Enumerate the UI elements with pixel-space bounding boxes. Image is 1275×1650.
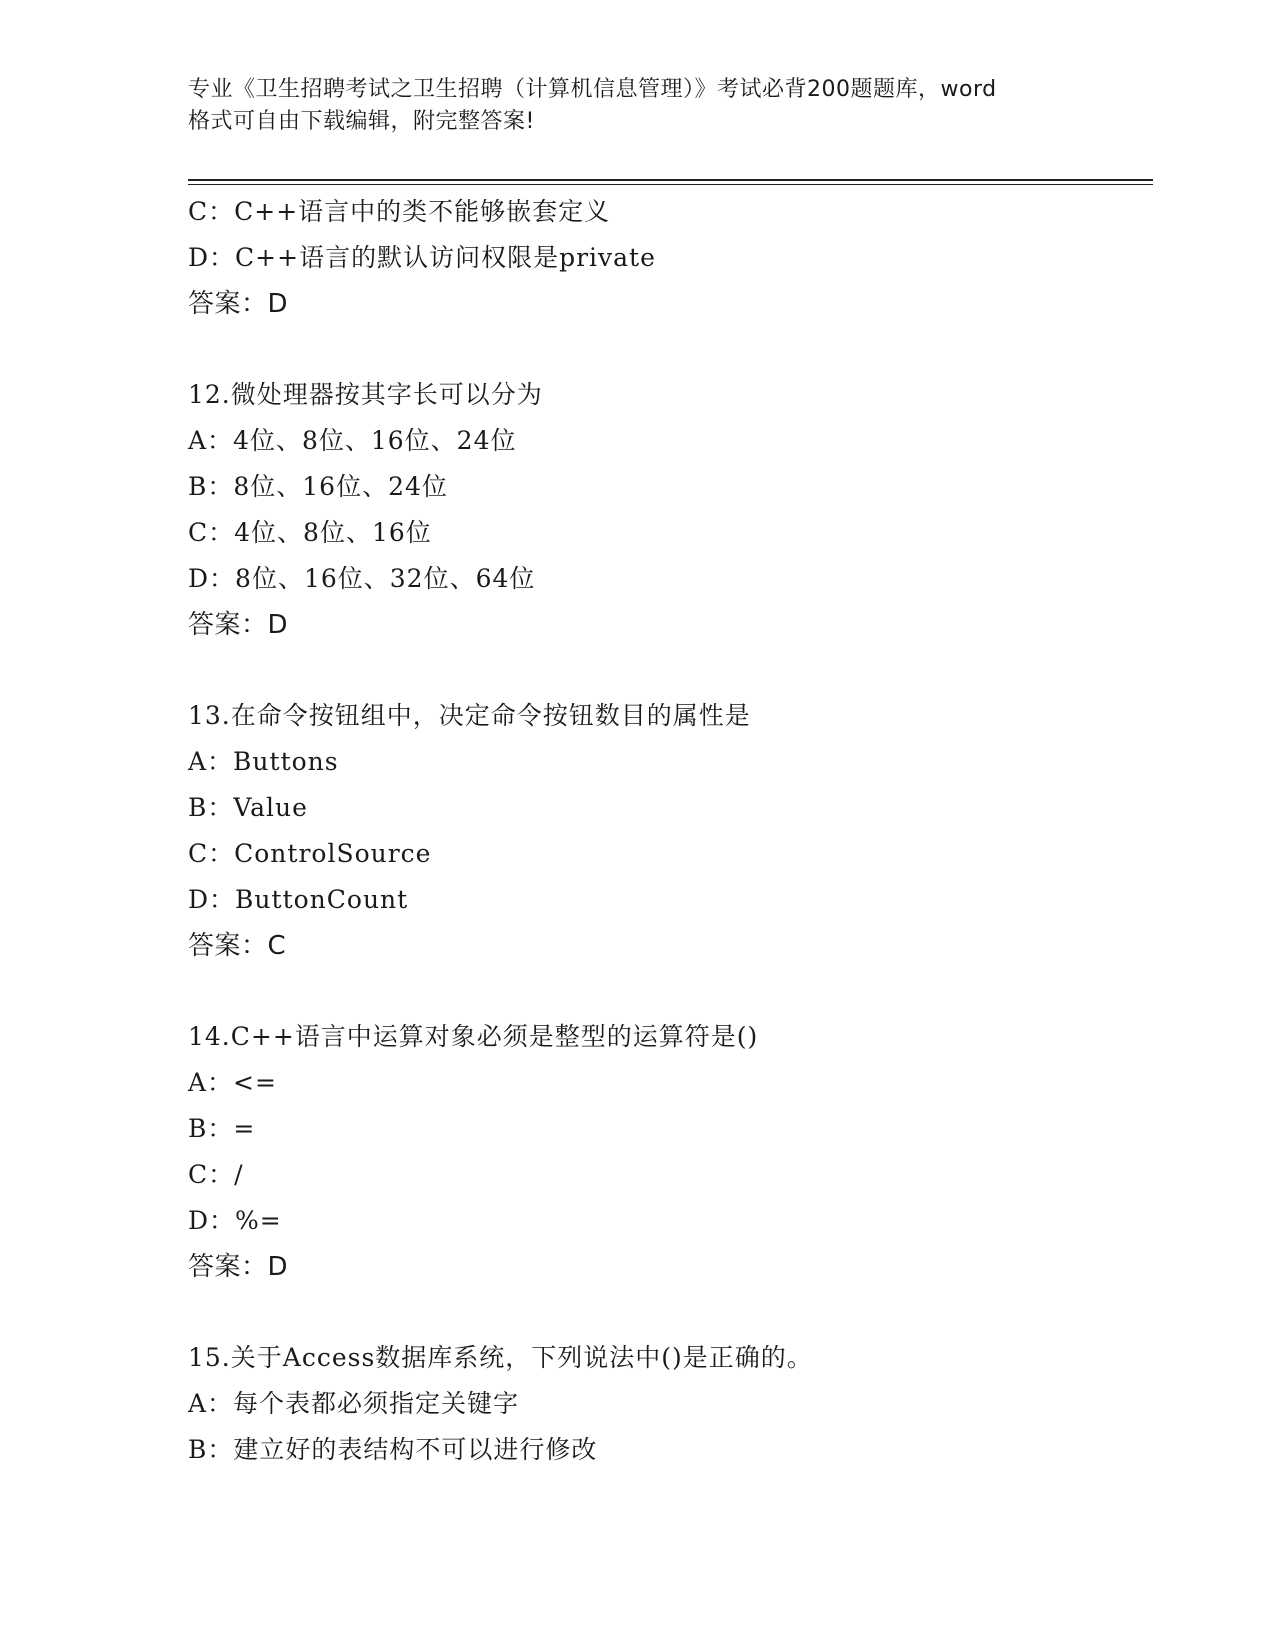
option-a: A：4位、8位、16位、24位 [188,426,517,455]
option-c: C：C++语言中的类不能够嵌套定义 [188,197,611,226]
question-fragment-11 [188,189,1148,327]
question-stem: 14.C++语言中运算对象必须是整型的运算符是() [188,1022,759,1051]
option-a: A：Buttons [188,747,339,776]
header-divider-thick [188,179,1153,181]
question-stem: 13.在命令按钮组中，决定命令按钮数目的属性是 [188,701,751,730]
question-13 [188,693,1148,969]
header-line-1: 专业《卫生招聘考试之卫生招聘（计算机信息管理）》考试必背200题题库，word [188,77,997,102]
answer-line: 答案：D [188,1252,289,1282]
question-stem: 15.关于Access数据库系统，下列说法中()是正确的。 [188,1343,813,1372]
option-d: D：ButtonCount [188,885,409,914]
option-a: A：每个表都必须指定关键字 [188,1389,520,1418]
option-c: C：ControlSource [188,839,432,868]
question-14 [188,1014,1148,1290]
answer-line: 答案：C [188,931,287,961]
option-b: B：Value [188,793,308,822]
header-line-2: 格式可自由下载编辑，附完整答案! [188,109,535,134]
document-header [188,74,1088,138]
option-d: D：C++语言的默认访问权限是private [188,243,656,272]
option-a: A：<= [188,1068,277,1097]
question-list [188,189,1148,1473]
option-d: D：%= [188,1206,282,1235]
question-15 [188,1335,1148,1473]
answer-line: 答案：D [188,289,289,319]
answer-line: 答案：D [188,610,289,640]
question-12 [188,372,1148,648]
option-c: C：/ [188,1160,244,1189]
option-b: B：建立好的表结构不可以进行修改 [188,1435,598,1464]
option-c: C：4位、8位、16位 [188,518,432,547]
option-b: B：= [188,1114,256,1143]
header-divider-thin [188,184,1153,185]
option-b: B：8位、16位、24位 [188,472,448,501]
option-d: D：8位、16位、32位、64位 [188,564,536,593]
question-stem: 12.微处理器按其字长可以分为 [188,380,543,409]
